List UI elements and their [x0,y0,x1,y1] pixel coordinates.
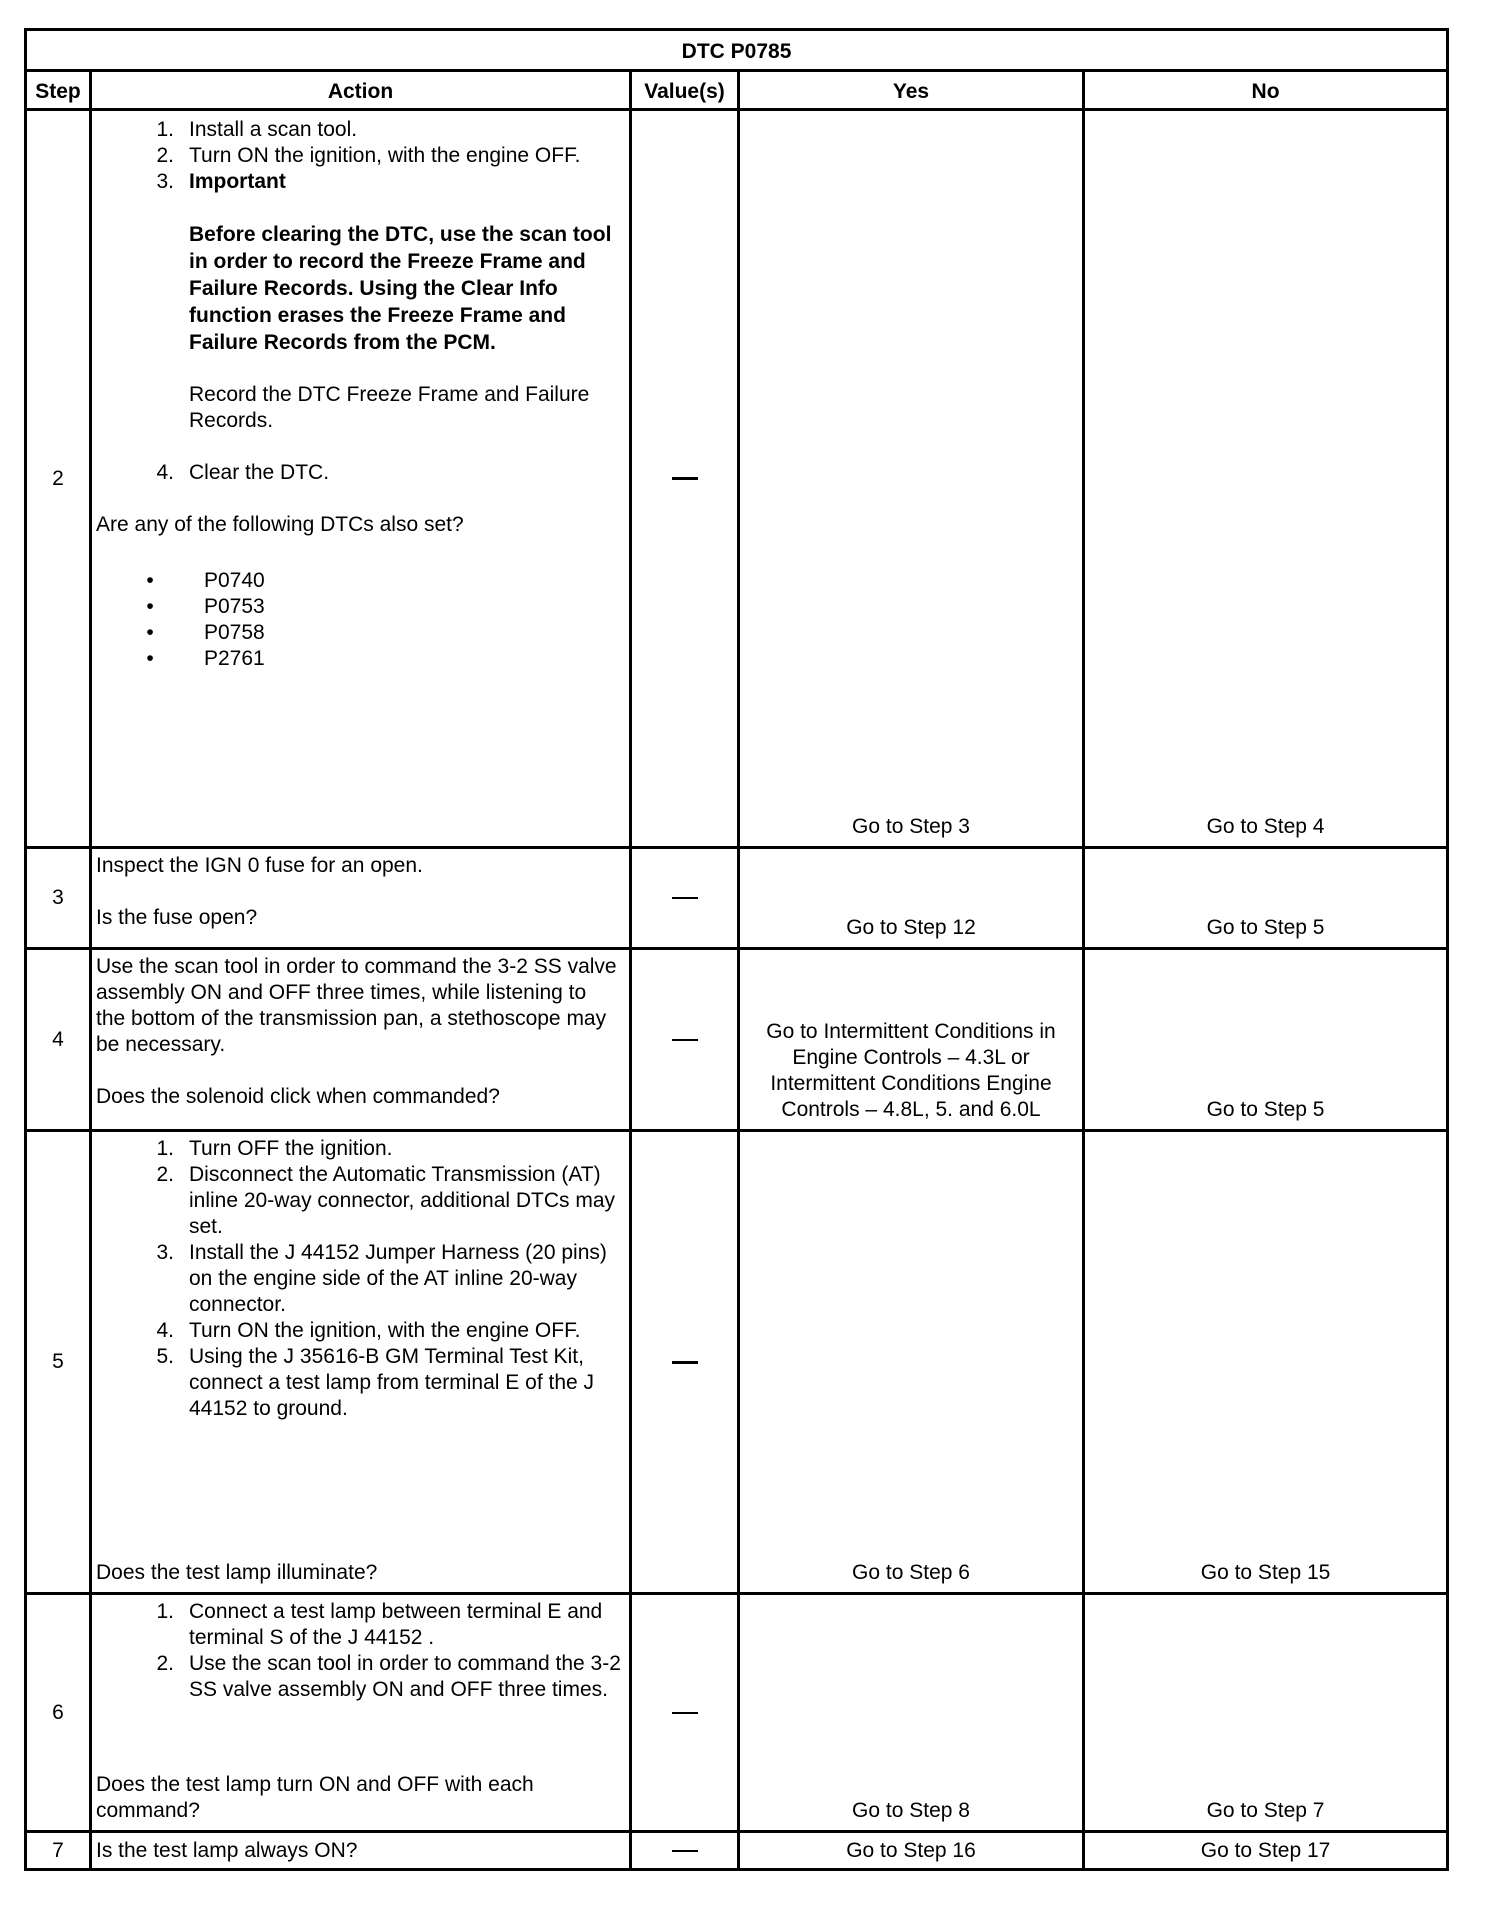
value-cell [631,848,739,949]
list-item: • P0740 [146,569,265,592]
em-dash [672,897,698,899]
list-item: 3. Important [156,170,286,193]
yes-cell: Go to Step 3 [739,110,1084,848]
question: Does the test lamp illuminate? [96,1561,378,1584]
table-row [26,1131,1448,1594]
step-number: 6 [26,1594,91,1832]
no-cell: Go to Step 17 [1084,1832,1448,1870]
no-cell: Go to Step 5 [1084,949,1448,1131]
record-instruction: Record the DTC Freeze Frame and Failure Records. [189,383,590,432]
value-cell [631,110,739,848]
em-dash [672,1850,698,1852]
question: Does the solenoid click when commanded? [96,1085,500,1108]
question: Is the test lamp always ON? [96,1838,358,1862]
action-cell [91,110,631,848]
value-cell [631,1131,739,1594]
question: Are any of the following DTCs also set? [96,513,464,536]
list-item: 1. Connect a test lamp between terminal E and terminal S of the J 44152 . [156,1600,603,1649]
action-cell [91,949,631,1131]
header-no: No [1084,71,1448,110]
action-cell [91,848,631,949]
step-number: 3 [26,848,91,949]
important-note: Before clearing the DTC, use the scan tool in order to record the Freeze Frame and Failure Records. Using the Clear Info function erases the Freeze Frame and Failure Records from the PCM. [189,223,612,354]
yes-cell: Go to Step 6 [739,1131,1084,1594]
header-action: Action [91,71,631,110]
list-item: • P0758 [146,621,265,644]
value-cell [631,949,739,1131]
header-values: Value(s) [631,71,739,110]
list-item: 2. Use the scan tool in order to command the 3-2 SS valve assembly ON and OFF three times. [156,1652,621,1701]
list-item: • P0753 [146,595,265,618]
action-text: Inspect the IGN 0 fuse for an open. [96,854,423,877]
list-item: 1. Install a scan tool. [156,118,358,141]
yes-cell: Go to Step 12 [739,848,1084,949]
table-row [26,1832,1448,1870]
question: Does the test lamp turn ON and OFF with each command? [96,1773,534,1822]
step-number: 5 [26,1131,91,1594]
yes-cell: Go to Step 16 [739,1832,1084,1870]
table-row [26,1594,1448,1832]
list-item: 2. Disconnect the Automatic Transmission (AT) inline 20-way connector, additional DTCs may set. [156,1163,616,1238]
step-number: 7 [26,1832,91,1870]
action-cell [91,1832,631,1870]
yes-cell: Go to Step 8 [739,1594,1084,1832]
step-number: 2 [26,110,91,848]
em-dash [672,1039,698,1041]
list-item: 1. Turn OFF the ignition. [156,1137,393,1160]
no-cell: Go to Step 15 [1084,1131,1448,1594]
value-cell [631,1832,739,1870]
no-cell: Go to Step 5 [1084,848,1448,949]
step-number: 4 [26,949,91,1131]
no-cell: Go to Step 4 [1084,110,1448,848]
question: Is the fuse open? [96,906,258,929]
table-row [26,110,1448,848]
dtc-table [24,28,1449,1871]
list-item: • P2761 [146,647,265,670]
action-cell [91,1594,631,1832]
em-dash [672,477,698,480]
no-cell: Go to Step 7 [1084,1594,1448,1832]
action-text: Use the scan tool in order to command the 3-2 SS valve assembly ON and OFF three times, while listening to the bottom of the transmission pan, a stethoscope may be necessary. [96,955,617,1056]
yes-cell: Go to Intermittent Conditions in Engine Controls – 4.3L or Intermittent Conditions Engine Controls – 4.8L, 5. and 6.0L [739,949,1084,1131]
em-dash [672,1712,698,1714]
list-item: 4. Turn ON the ignition, with the engine OFF. [156,1319,581,1342]
header-row [26,71,1448,110]
header-yes: Yes [739,71,1084,110]
list-item: 2. Turn ON the ignition, with the engine OFF. [156,144,581,167]
header-step: Step [26,71,91,110]
list-item: 4. Clear the DTC. [156,461,330,484]
value-cell [631,1594,739,1832]
list-item: 5. Using the J 35616-B GM Terminal Test Kit, connect a test lamp from terminal E of the J 44152 to ground. [156,1345,595,1420]
action-cell [91,1131,631,1594]
table-title: DTC P0785 [26,30,1448,71]
table-row [26,848,1448,949]
list-item: 3. Install the J 44152 Jumper Harness (20 pins) on the engine side of the AT inline 20-way connector. [156,1241,607,1316]
em-dash [672,1361,698,1364]
table-row [26,949,1448,1131]
